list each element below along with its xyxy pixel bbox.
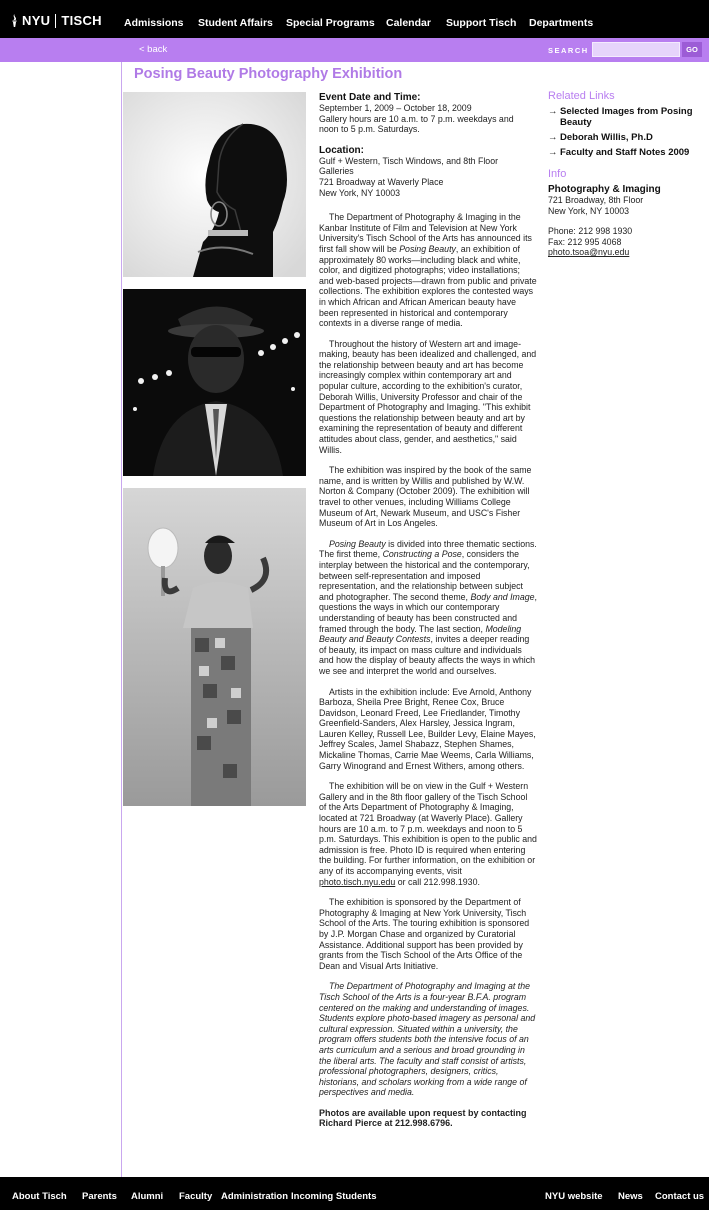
body-paragraph-visit: The exhibition will be on view in the Gulf + Western Gallery and in the 8th floor gallery of the Tisch School of the Arts Department of Photography & Imaging, located at 721 Broadway (at Waverly Place). Gallery hours are 10 a.m. to 7 p.m. weekdays and noon to 5 p.m. Saturdays. This exhibition is open to the public and admission is free. Photo ID is required when entering the building. For further information, on the exhibition or any of its accompanying events, visit photo.tisch.nyu.edu or call 212.998.1930. [319,781,537,887]
photo-woman-mirror-image [123,488,306,806]
nav-special-programs[interactable]: Special Programs [286,17,375,29]
arrow-right-icon: → [548,106,558,117]
search-input[interactable] [592,42,680,57]
location-line: New York, NY 10003 [319,187,401,198]
top-navigation-bar [0,0,709,38]
photo-woman-profile-image [123,92,306,277]
body-paragraph-1: The Department of Photography & Imaging in the Kanbar Institute of Film and Television at New York University's Tisch School of the Arts has announced its first fall show will be Posing Beauty, an exhibition of approximately 80 works—including black and white, color, and digitized photographs; video installations; and web-based projects—drawn from public and private collections. The exhibition explores the contested ways in which African and African American beauty have been represented in historical and contemporary contexts in a diverse range of media. [319,212,537,329]
photo-request-note: Photos are available upon request by contacting Richard Pierce at 212.998.6796. [319,1107,527,1129]
related-link-selected-images[interactable]: → Selected Images from Posing Beauty [548,106,693,128]
related-links-heading: Related Links [548,90,615,102]
nav-student-affairs[interactable]: Student Affairs [198,17,273,29]
portrait-photo-woman-profile [123,92,306,277]
search-label: SEARCH [548,46,589,55]
location-line: Gulf + Western, Tisch Windows, and 8th Floor [319,155,499,166]
nav-departments[interactable]: Departments [529,17,594,29]
footer-alumni[interactable]: Alumni [131,1191,164,1202]
footer-nyu-website[interactable]: NYU website [545,1191,603,1202]
arrow-right-icon: → [548,147,558,158]
photo-man-hat-image [123,289,306,476]
body-paragraph-2: Throughout the history of Western art and image-making, beauty has been idealized and challenged, and the relationship between beauty and art has become increasingly complex within contemporary art and popular culture, according to the exhibition's curator, Deborah Willis, University Professor and chair of the Department of Photography and Imaging. "This exhibit questions the relationship between beauty and art by examining the representation of beauty and different attitudes about class, gender, and aesthetics," said Willis. [319,338,537,455]
location-line: 721 Broadway at Waverly Place [319,176,444,187]
nav-calendar[interactable]: Calendar [386,17,431,29]
info-address-line: New York, NY 10003 [548,205,630,216]
footer-bar [0,1177,709,1210]
sub-navigation-bar [0,38,709,62]
info-phone: Phone: 212 998 1930 [548,226,633,237]
arrow-right-icon: → [548,132,558,143]
main-content [319,92,537,1129]
info-email-link[interactable]: photo.tsoa@nyu.edu [548,247,630,258]
portrait-photo-woman-mirror [123,488,306,806]
body-paragraph-sponsors: The exhibition is sponsored by the Department of Photography & Imaging at New York University, Tisch School of the Arts. The touring exhibition is sponsored by J.P. Morgan Chase and organized by Curatorial Assistance. Additional support has been provided by grants from the Tisch School of the Arts Office of the Dean and Visual Arts Initiative. [319,897,530,971]
event-hours-line: Gallery hours are 10 a.m. to 7 p.m. weekdays and [319,113,514,124]
nav-admissions[interactable]: Admissions [124,17,184,29]
event-hours-line: noon to 5 p.m. Saturdays. [319,124,420,135]
footer-faculty[interactable]: Faculty [179,1191,213,1202]
footer-news[interactable]: News [618,1191,643,1202]
footer-about-tisch[interactable]: About Tisch [12,1191,67,1202]
footer-parents[interactable]: Parents [82,1191,117,1202]
search-go-button[interactable]: GO [682,42,702,57]
right-sidebar [548,90,708,258]
related-link-faculty-notes[interactable]: → Faculty and Staff Notes 2009 [548,147,690,158]
logo-nyu-text: NYU [22,13,51,28]
info-fax: Fax: 212 995 4068 [548,236,622,247]
body-paragraph-department: The Department of Photography and Imaging at the Tisch School of the Arts is a four-year B.F.A. program centered on the making and understanding of images. Students explore photo-based imagery as personal and cultural expression. Situated within a university, the program offers students both the intensive focus of an arts curriculum and a serious and broad grounding in the liberal arts. The faculty and staff consist of artists, professional photographers, designers, critics, historians, and scholars working from a wide range of perspectives and media. [319,981,536,1098]
torch-icon [10,14,19,27]
location-heading: Location: [319,144,364,156]
portrait-photo-man-hat [123,289,306,476]
logo-divider [55,14,56,28]
event-date-line: September 1, 2009 – October 18, 2009 [319,103,472,113]
info-heading: Info [548,168,567,180]
nav-support-tisch[interactable]: Support Tisch [446,17,517,29]
photo-tisch-link[interactable]: photo.tisch.nyu.edu [319,876,396,887]
nyu-tisch-logo[interactable] [10,13,102,28]
info-address-line: 721 Broadway, 8th Floor [548,195,644,205]
page-title: Posing Beauty Photography Exhibition [134,66,403,82]
body-paragraph-artists: Artists in the exhibition include: Eve Arnold, Anthony Barboza, Sheila Pree Bright, Renee Cox, Bruce Davidson, Leonard Freed, Lee Friedlander, Timothy Greenfield-Sanders, Alex Harsley, Jessica Ingram, Lauren Kelley, Russell Lee, Builder Levy, Elaine Mayes, Jeffrey Scales, Jamel Shabazz, Stephen Shames, Mickaline Thomas, Carrie Mae Weems, Carla Williams, Garry Winogrand and Ernest Withers, among others. [319,686,536,771]
event-date-heading: Event Date and Time: [319,92,421,103]
info-department-name: Photography & Imaging [548,184,661,195]
location-line: Galleries [319,166,354,177]
related-link-deborah-willis[interactable]: → Deborah Willis, Ph.D [548,132,653,143]
body-paragraph-4: Posing Beauty is divided into three thematic sections. The first theme, Constructing a Pose, considers the interplay between the historical and the contemporary, between self-representation and imposed representation, and the relationship between subject and photographer. The second theme, Body and Image, questions the ways in which our contemporary understanding of beauty has been constructed and framed through the body. The last section, Modeling Beauty and Beauty Contests, invites a deeper reading of beauty, its impact on mass culture and individuals and how the display of beauty affects the ways in which we see and interpret the world and ourselves. [319,538,537,676]
footer-incoming-students[interactable]: Incoming Students [291,1191,377,1202]
body-paragraph-3: The exhibition was inspired by the book of the same name, and is written by Willis and published by W.W. Norton & Company (October 2009). The exhibition will travel to other venues, including Williams College Museum of Art, Newark Museum, and USC's Fisher Museum of Art in Los Angeles. [319,465,532,529]
footer-contact-us[interactable]: Contact us [655,1191,705,1202]
footer-administration[interactable]: Administration [221,1191,289,1202]
logo-tisch-text: TISCH [61,13,102,28]
back-link[interactable]: < back [139,44,168,55]
left-column-rule [121,62,122,1177]
